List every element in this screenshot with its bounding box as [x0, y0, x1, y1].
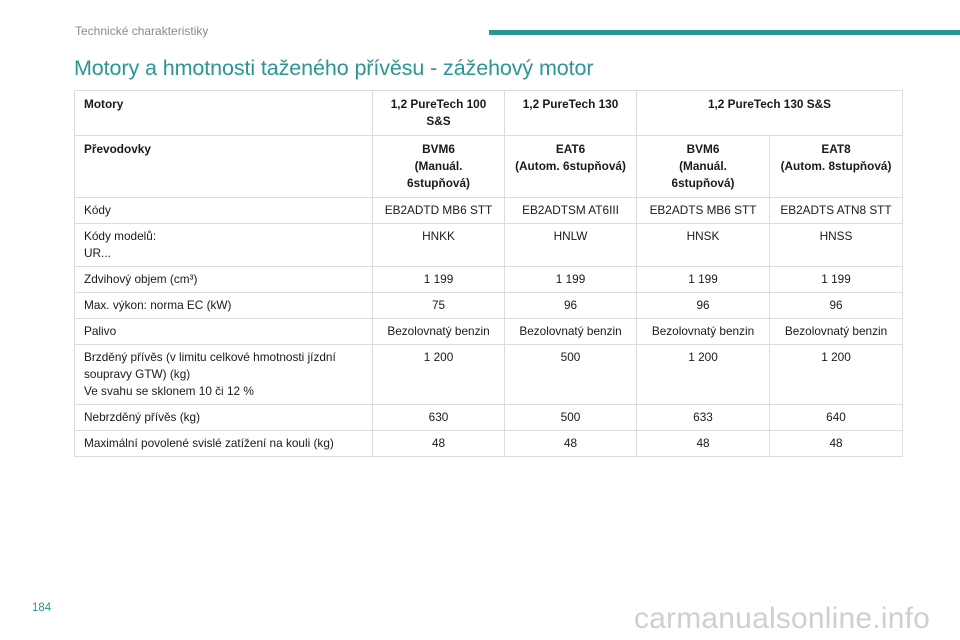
gearbox-cell [505, 136, 637, 198]
row-label-line: soupravy GTW) (kg) [84, 367, 191, 381]
gearbox-line: (Autom. 6stupňová) [515, 159, 626, 173]
table-row [75, 319, 903, 345]
table-cell: 96 [637, 293, 770, 319]
table-row [75, 267, 903, 293]
gearbox-line: 6stupňová) [671, 176, 735, 190]
row-label [75, 431, 373, 457]
table-cell: 1 199 [770, 267, 903, 293]
engine-name: 1,2 PureTech 100 S&S [373, 91, 505, 136]
row-label-line: Nebrzděný přívěs (kg) [84, 410, 201, 424]
table-cell: 96 [505, 293, 637, 319]
table-cell: 1 200 [373, 345, 505, 405]
table-cell: HNSK [637, 224, 770, 267]
table-row [75, 345, 903, 405]
table-cell: 1 199 [373, 267, 505, 293]
table-cell: HNKK [373, 224, 505, 267]
specs-body [75, 198, 903, 457]
gearbox-line: (Manuál. [679, 159, 727, 173]
table-cell: 1 200 [770, 345, 903, 405]
row-label [75, 267, 373, 293]
gearbox-cell [770, 136, 903, 198]
gearbox-row-label: Převodovky [75, 136, 373, 198]
table-cell: 500 [505, 345, 637, 405]
row-label-line: Ve svahu se sklonem 10 či 12 % [84, 384, 254, 398]
table-cell: 1 199 [637, 267, 770, 293]
table-row [75, 224, 903, 267]
row-label-line: Brzděný přívěs (v limitu celkové hmotnosti jízdní [84, 350, 336, 364]
row-label-line: UR... [84, 246, 111, 260]
header-accent-bar [489, 30, 960, 35]
table-row [75, 405, 903, 431]
gearbox-cell [637, 136, 770, 198]
table-cell: EB2ADTS MB6 STT [637, 198, 770, 224]
table-cell: HNSS [770, 224, 903, 267]
row-label-line: Max. výkon: norma EC (kW) [84, 298, 232, 312]
table-cell: Bezolovnatý benzin [373, 319, 505, 345]
engine-name: 1,2 PureTech 130 S&S [637, 91, 903, 136]
row-label [75, 319, 373, 345]
row-label [75, 345, 373, 405]
gearbox-line: 6stupňová) [407, 176, 470, 190]
row-label [75, 198, 373, 224]
watermark: carmanualsonline.info [633, 602, 930, 635]
gearbox-line: BVM6 [686, 142, 720, 156]
gearbox-line: (Autom. 8stupňová) [780, 159, 892, 173]
engine-row-label: Motory [75, 91, 373, 136]
table-cell: 75 [373, 293, 505, 319]
gearbox-line: EAT6 [555, 142, 586, 156]
table-cell: 48 [770, 431, 903, 457]
table-cell: 96 [770, 293, 903, 319]
row-label [75, 224, 373, 267]
row-label-line: Kódy [84, 203, 111, 217]
table-cell: Bezolovnatý benzin [505, 319, 637, 345]
table-cell: Bezolovnatý benzin [770, 319, 903, 345]
table-cell: 1 199 [505, 267, 637, 293]
table-cell: 48 [505, 431, 637, 457]
engine-header-row [75, 91, 903, 136]
table-cell: 500 [505, 405, 637, 431]
table-cell: EB2ADTS ATN8 STT [770, 198, 903, 224]
table-row [75, 431, 903, 457]
row-label-line: Palivo [84, 324, 117, 338]
table-cell: 630 [373, 405, 505, 431]
table-cell: 640 [770, 405, 903, 431]
table-cell: 48 [637, 431, 770, 457]
page-title: Motory a hmotnosti taženého přívěsu - zážehový motor [74, 56, 594, 80]
table-cell: 48 [373, 431, 505, 457]
gearbox-line: (Manuál. [414, 159, 463, 173]
table-row [75, 198, 903, 224]
table-cell: 633 [637, 405, 770, 431]
row-label-line: Kódy modelů: [84, 229, 157, 243]
table-cell: Bezolovnatý benzin [637, 319, 770, 345]
gearbox-line: BVM6 [422, 142, 455, 156]
table-row [75, 293, 903, 319]
gearbox-header-row [75, 136, 903, 198]
gearbox-line: EAT8 [821, 142, 851, 156]
specs-table [74, 90, 903, 457]
row-label [75, 293, 373, 319]
table-cell: 1 200 [637, 345, 770, 405]
row-label-line: Zdvihový objem (cm³) [84, 272, 198, 286]
gearbox-cell [373, 136, 505, 198]
row-label [75, 405, 373, 431]
page-number: 184 [32, 602, 52, 614]
table-cell: HNLW [505, 224, 637, 267]
table-cell: EB2ADTSM AT6III [505, 198, 637, 224]
table-cell: EB2ADTD MB6 STT [373, 198, 505, 224]
row-label-line: Maximální povolené svislé zatížení na kouli (kg) [84, 436, 334, 450]
engine-name: 1,2 PureTech 130 [505, 91, 637, 136]
section-label: Technické charakteristiky [75, 24, 209, 38]
